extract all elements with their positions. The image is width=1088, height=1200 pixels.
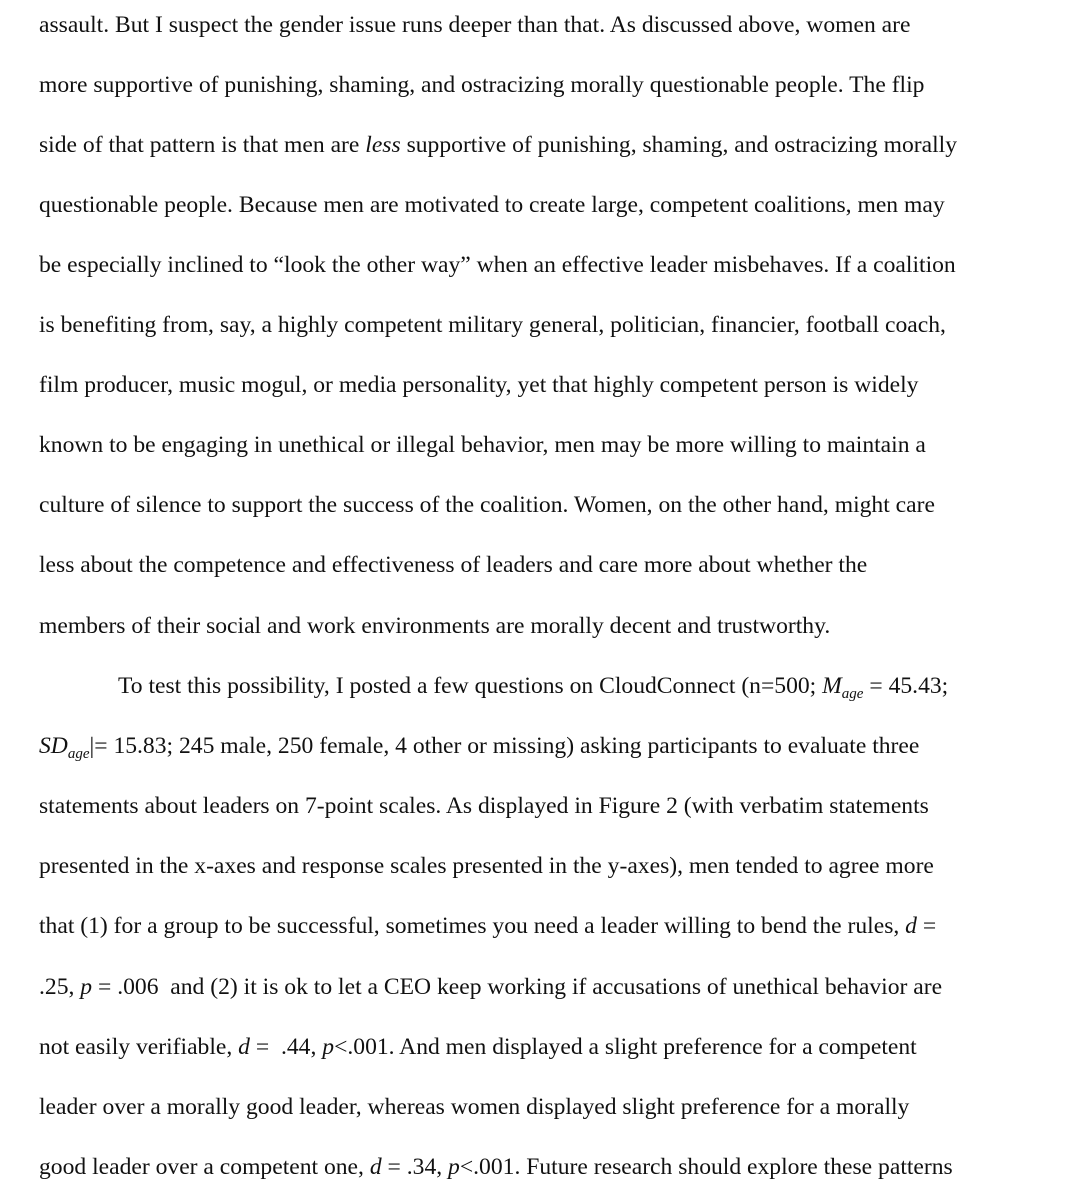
paragraph-1-line-9: culture of silence to support the success of the coalition. Women, on the other hand, might care xyxy=(39,492,935,518)
line-text: not easily verifiable, xyxy=(39,1034,239,1060)
line-text: To test this possibility, I posted a few questions on CloudConnect (n=500; xyxy=(118,673,823,699)
sd-symbol: SD xyxy=(39,733,68,759)
line-text: = .006 and (2) it is ok to let a CEO keep working if accusations of unethical behavior are xyxy=(92,974,943,1000)
paragraph-1-line-8: known to be engaging in unethical or illegal behavior, men may be more willing to maintain a xyxy=(39,432,926,458)
line-text: = 45.43; xyxy=(863,673,949,699)
paragraph-1-line-5: be especially inclined to “look the other way” when an effective leader misbehaves. If a coalition xyxy=(39,252,956,278)
line-text: .25, xyxy=(39,974,81,1000)
paragraph-1-line-1: assault. But I suspect the gender issue runs deeper than that. As discussed above, women are xyxy=(39,12,911,38)
paragraph-1-line-4: questionable people. Because men are motivated to create large, competent coalitions, men may xyxy=(39,192,945,218)
paragraph-2-line-1 xyxy=(118,671,948,701)
paragraph-2-line-3: statements about leaders on 7-point scales. As displayed in Figure 2 (with verbatim statements xyxy=(39,793,929,819)
effect-size-d: d xyxy=(238,1034,250,1060)
paragraph-2-line-8: leader over a morally good leader, whereas women displayed slight preference for a morally xyxy=(39,1094,910,1120)
paragraph-1-line-6: is benefiting from, say, a highly competent military general, politician, financier, football coach, xyxy=(39,312,946,338)
line-text: |= 15.83; 245 male, 250 female, 4 other or missing) asking participants to evaluate three xyxy=(89,733,920,759)
line-text: good leader over a competent one, xyxy=(39,1154,370,1180)
line-text: = .34, xyxy=(381,1154,449,1180)
line-text: that (1) for a group to be successful, sometimes you need a leader willing to bend the rules, xyxy=(39,913,906,939)
paragraph-1-line-3 xyxy=(39,130,957,160)
p-value-symbol: p xyxy=(448,1154,460,1180)
line-text: <.001. Future research should explore these patterns xyxy=(459,1154,953,1180)
paragraph-2-line-5 xyxy=(39,911,936,941)
paragraph-1-line-11: members of their social and work environments are morally decent and trustworthy. xyxy=(39,613,831,639)
line-text: = xyxy=(916,913,937,939)
line-text: side of that pattern is that men are xyxy=(39,132,366,158)
p-value-symbol: p xyxy=(322,1034,335,1060)
emphasis-less: less xyxy=(365,132,401,158)
paragraph-2-line-2 xyxy=(39,731,919,761)
paragraph-1-line-2: more supportive of punishing, shaming, and ostracizing morally questionable people. The flip xyxy=(39,72,925,98)
paragraph-1-line-10: less about the competence and effectiveness of leaders and care more about whether the xyxy=(39,552,868,578)
mean-symbol: M xyxy=(822,673,842,699)
mean-subscript: age xyxy=(841,686,864,702)
line-text: <.001. And men displayed a slight preference for a competent xyxy=(334,1034,917,1060)
paragraph-2-line-6 xyxy=(39,972,942,1002)
line-text: = .44, xyxy=(249,1034,323,1060)
effect-size-d: d xyxy=(369,1154,382,1180)
effect-size-d: d xyxy=(905,913,917,939)
paragraph-2-line-9 xyxy=(39,1152,953,1182)
paragraph-1-line-7: film producer, music mogul, or media personality, yet that highly competent person is widely xyxy=(39,372,919,398)
sd-subscript: age xyxy=(67,746,90,762)
p-value-symbol: p xyxy=(80,974,93,1000)
paragraph-2-line-4: presented in the x-axes and response scales presented in the y-axes), men tended to agree more xyxy=(39,853,934,879)
paragraph-2-line-7 xyxy=(39,1032,917,1062)
line-text: supportive of punishing, shaming, and ostracizing morally xyxy=(400,132,958,158)
